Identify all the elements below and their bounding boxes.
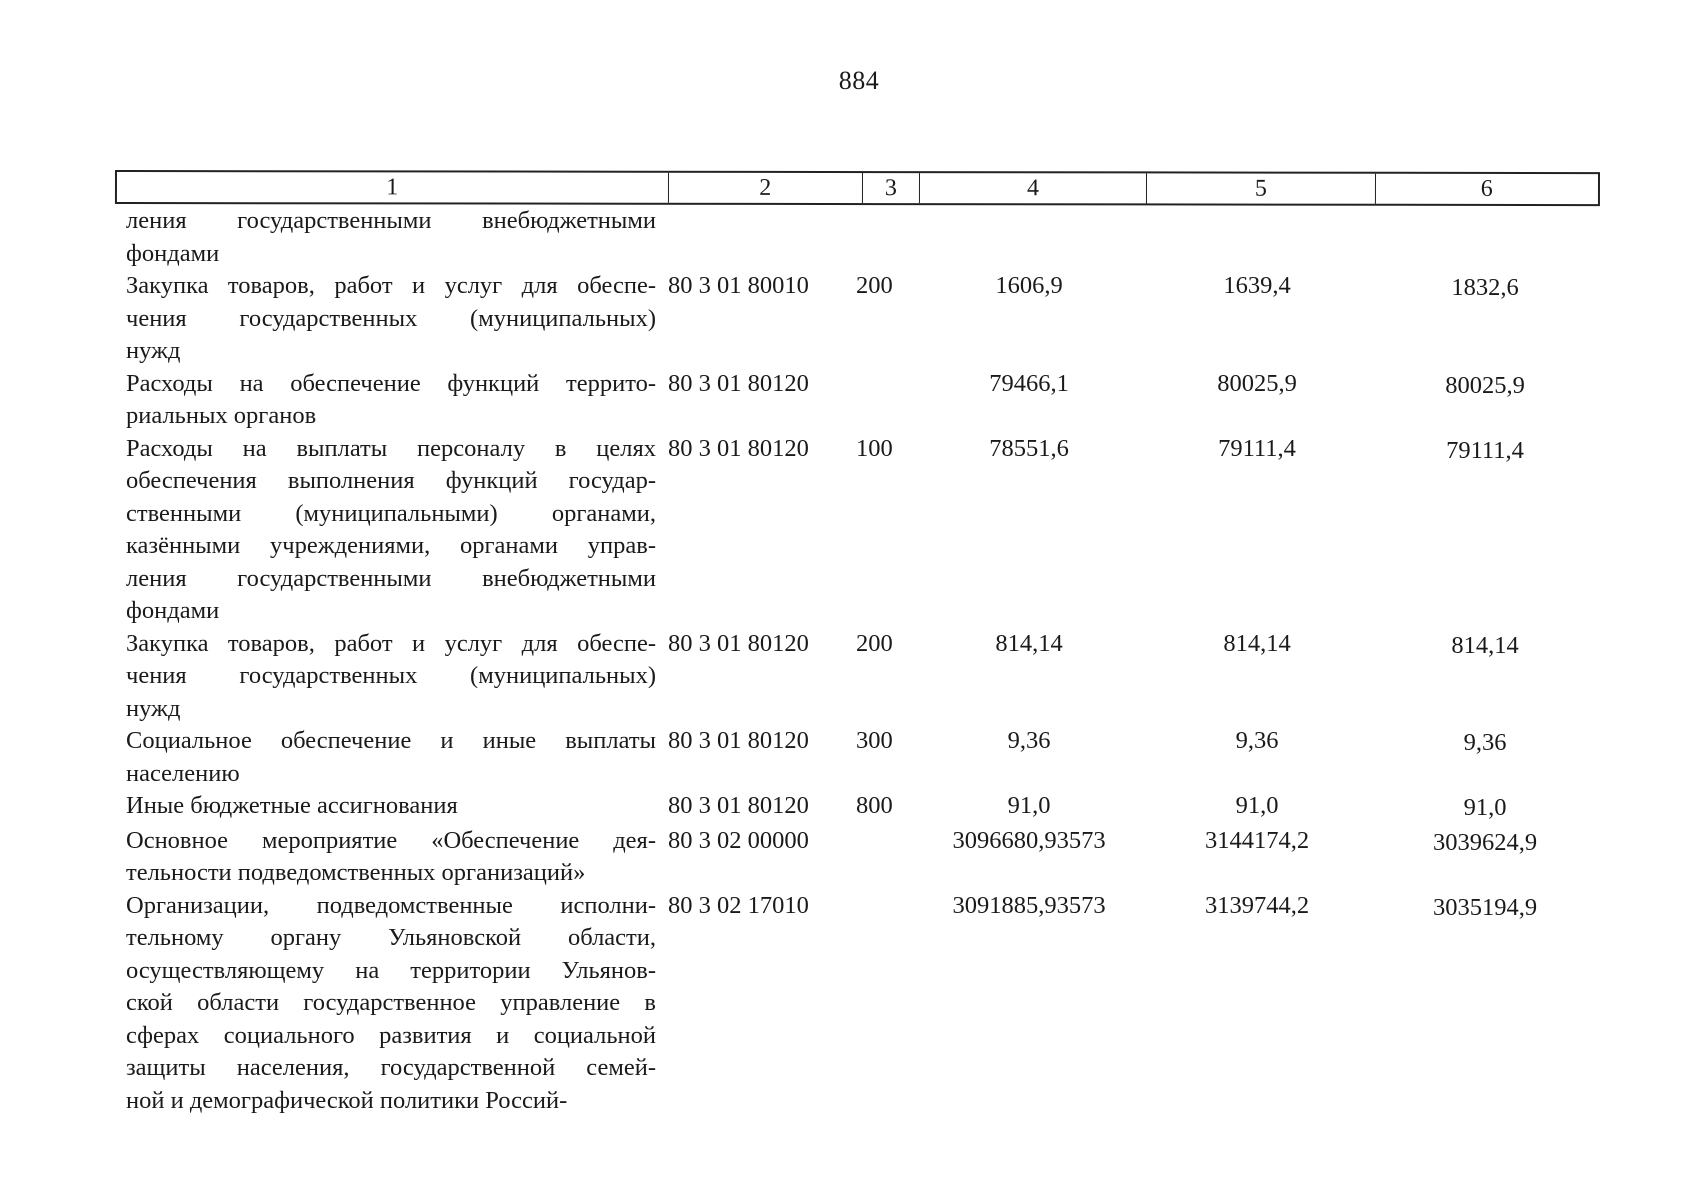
- description-line: Закупка товаров, работ и услуг для обеспе-: [126, 272, 656, 299]
- description-line: ской области государственное управление в: [126, 989, 656, 1016]
- row-code: 80 3 02 00000: [668, 826, 809, 854]
- row-code: 80 3 02 17010: [668, 891, 809, 919]
- description-line: ления государственными внебюджетными: [126, 564, 656, 592]
- description-line: фондами: [126, 597, 220, 624]
- row-value-col4: 814,14: [995, 629, 1063, 657]
- row-description: [126, 368, 656, 433]
- description-line: обеспечения выполнения функций государ-: [126, 467, 656, 494]
- row-value-col5: 80025,9: [1217, 369, 1297, 397]
- row-value-col6: 814,14: [1451, 631, 1519, 659]
- description-line: Расходы на выплаты персоналу в целях: [126, 434, 656, 462]
- row-value-col5: 3144174,2: [1204, 826, 1310, 854]
- row-value-col6: 79111,4: [1446, 436, 1524, 464]
- row-value-col4: 1606,9: [995, 272, 1063, 299]
- row-value-col5: 814,14: [1223, 629, 1291, 657]
- description-line: Расходы на обеспечение функций террито-: [126, 369, 656, 397]
- row-code: 80 3 01 80120: [668, 727, 809, 754]
- table-row: [126, 270, 1606, 368]
- row-value-col6: 80025,9: [1445, 371, 1525, 399]
- row-value-col4: 9,36: [1007, 727, 1051, 754]
- description-line: ления государственными внебюджетными: [126, 207, 656, 234]
- row-code: 80 3 01 80120: [668, 369, 809, 397]
- description-line: населению: [126, 759, 240, 787]
- row-value-col6: 91,0: [1463, 794, 1507, 821]
- description-line: фондами: [126, 239, 220, 267]
- table-row: [126, 790, 1606, 825]
- row-value-col4: 79466,1: [989, 369, 1069, 397]
- table-row: [126, 205, 1606, 270]
- row-value-col6: 3039624,9: [1432, 828, 1538, 856]
- table-row: [126, 825, 1606, 890]
- row-code: 80 3 01 80010: [668, 272, 809, 299]
- row-value-col4: 91,0: [1007, 792, 1051, 819]
- row-value-col5: 9,36: [1235, 727, 1279, 754]
- table-row: [126, 433, 1606, 628]
- table-row: [126, 890, 1606, 1118]
- row-value-col5: 3139744,2: [1204, 891, 1310, 919]
- row-description: [126, 205, 656, 270]
- row-description: [126, 433, 656, 628]
- row-expense-type: 800: [856, 792, 893, 819]
- row-value-col6: 9,36: [1463, 729, 1507, 756]
- row-value-col5: 79111,4: [1218, 434, 1296, 462]
- description-line: нужд: [126, 337, 181, 364]
- description-line: риальных органов: [126, 402, 317, 429]
- row-value-col6: 1832,6: [1451, 274, 1519, 301]
- row-value-col6: 3035194,9: [1432, 893, 1538, 921]
- description-line: ственными (муниципальными) органами,: [126, 499, 656, 527]
- row-value-col5: 1639,4: [1223, 272, 1291, 299]
- row-code: 80 3 01 80120: [668, 434, 809, 462]
- description-line: чения государственных (муниципальных): [126, 304, 656, 332]
- description-line: тельности подведомственных организаций»: [126, 859, 586, 886]
- description-line: сферах социального развития и социальной: [126, 1021, 656, 1049]
- row-description: [126, 890, 656, 1118]
- description-line: Закупка товаров, работ и услуг для обеспе-: [126, 629, 656, 657]
- row-value-col4: 78551,6: [989, 434, 1069, 462]
- row-expense-type: 300: [856, 727, 893, 754]
- column-header-1: 1: [117, 172, 669, 203]
- table-row: [126, 628, 1606, 726]
- table-row: [126, 368, 1606, 433]
- description-line: ной и демографической политики Россий-: [126, 1086, 568, 1114]
- column-header-2: 2: [668, 173, 863, 203]
- description-line: Социальное обеспечение и иные выплаты: [126, 727, 656, 754]
- row-expense-type: 100: [856, 434, 893, 462]
- row-value-col4: 3091885,93573: [952, 891, 1106, 919]
- page-number: 884: [838, 66, 880, 95]
- row-code: 80 3 01 80120: [668, 629, 809, 657]
- table-header-row: [115, 170, 1600, 206]
- description-line: Основное мероприятие «Обеспечение дея-: [126, 826, 656, 854]
- description-line: осуществляющему на территории Ульянов-: [126, 956, 656, 984]
- column-header-5: 5: [1147, 173, 1375, 203]
- description-line: нужд: [126, 694, 181, 722]
- row-description: [126, 825, 656, 890]
- column-header-4: 4: [920, 173, 1147, 203]
- row-code: 80 3 01 80120: [668, 792, 809, 819]
- description-line: Организации, подведомственные исполни-: [126, 891, 656, 919]
- description-line: тельному органу Ульяновской области,: [126, 924, 656, 951]
- row-description: [126, 725, 656, 790]
- row-value-col4: 3096680,93573: [952, 826, 1106, 854]
- table-body: [126, 205, 1606, 1117]
- row-description: [126, 628, 656, 726]
- row-expense-type: 200: [856, 629, 893, 657]
- description-line: казёнными учреждениями, органами управ-: [126, 532, 656, 559]
- row-expense-type: 200: [856, 272, 893, 299]
- description-line: Иные бюджетные ассигнования: [126, 792, 458, 819]
- description-line: чения государственных (муниципальных): [126, 662, 656, 689]
- column-header-6: 6: [1480, 175, 1493, 202]
- description-line: защиты населения, государственной семей-: [126, 1054, 656, 1081]
- column-header-3: 3: [863, 173, 920, 203]
- row-description: [126, 270, 656, 368]
- table-row: [126, 725, 1606, 790]
- row-value-col5: 91,0: [1235, 792, 1279, 819]
- row-description: [126, 790, 656, 823]
